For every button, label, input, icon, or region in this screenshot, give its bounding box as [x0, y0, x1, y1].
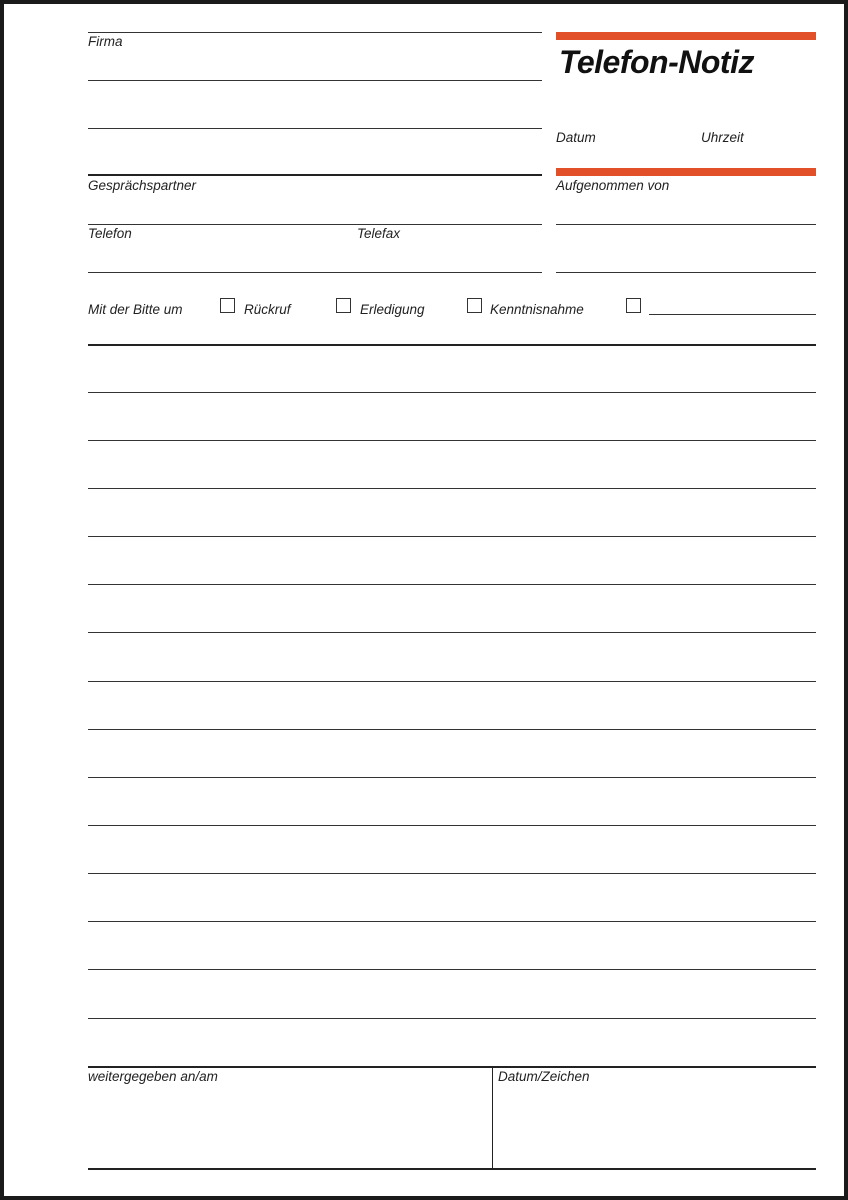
firma-line-2[interactable]	[88, 128, 542, 129]
notes-line[interactable]	[88, 681, 816, 682]
notes-line[interactable]	[88, 584, 816, 585]
gespraechspartner-line[interactable]	[88, 224, 542, 225]
title-accent-bar	[556, 32, 816, 40]
aufgenommen-von-label: Aufgenommen von	[556, 178, 670, 193]
weitergegeben-label: weitergegeben an/am	[88, 1069, 218, 1084]
telefax-label: Telefax	[357, 226, 401, 241]
datum-label: Datum	[556, 130, 596, 145]
erledigung-checkbox[interactable]	[336, 298, 351, 313]
notes-line[interactable]	[88, 1018, 816, 1019]
footer-top-line	[88, 1066, 816, 1068]
notes-line[interactable]	[88, 921, 816, 922]
gespraechspartner-top-line	[88, 174, 542, 176]
rueckruf-checkbox[interactable]	[220, 298, 235, 313]
other-line[interactable]	[649, 314, 816, 315]
telefon-line[interactable]	[88, 272, 542, 273]
footer-divider	[492, 1067, 493, 1168]
notes-line[interactable]	[88, 632, 816, 633]
kenntnisnahme-label: Kenntnisnahme	[490, 302, 584, 317]
aufgenommen-von-line-2[interactable]	[556, 272, 816, 273]
notes-line[interactable]	[88, 873, 816, 874]
notes-line[interactable]	[88, 488, 816, 489]
kenntnisnahme-checkbox[interactable]	[467, 298, 482, 313]
request-label: Mit der Bitte um	[88, 302, 183, 317]
aufgenommen-von-line[interactable]	[556, 224, 816, 225]
notes-line[interactable]	[88, 777, 816, 778]
notes-line[interactable]	[88, 392, 816, 393]
telefon-label: Telefon	[88, 226, 132, 241]
erledigung-label: Erledigung	[360, 302, 425, 317]
notes-line[interactable]	[88, 536, 816, 537]
notes-line[interactable]	[88, 825, 816, 826]
firma-top-line	[88, 32, 542, 33]
rueckruf-label: Rückruf	[244, 302, 291, 317]
uhrzeit-label: Uhrzeit	[701, 130, 744, 145]
gespraechspartner-label: Gesprächspartner	[88, 178, 197, 193]
notes-line[interactable]	[88, 969, 816, 970]
firma-label: Firma	[88, 34, 123, 49]
datum-zeichen-label: Datum/Zeichen	[498, 1069, 590, 1084]
notes-line[interactable]	[88, 440, 816, 441]
other-checkbox[interactable]	[626, 298, 641, 313]
firma-line[interactable]	[88, 80, 542, 81]
notes-line[interactable]	[88, 729, 816, 730]
notes-top-line	[88, 344, 816, 346]
datum-accent-bar	[556, 168, 816, 176]
footer-bottom-line	[88, 1168, 816, 1170]
page-title: Telefon-Notiz	[559, 44, 754, 80]
